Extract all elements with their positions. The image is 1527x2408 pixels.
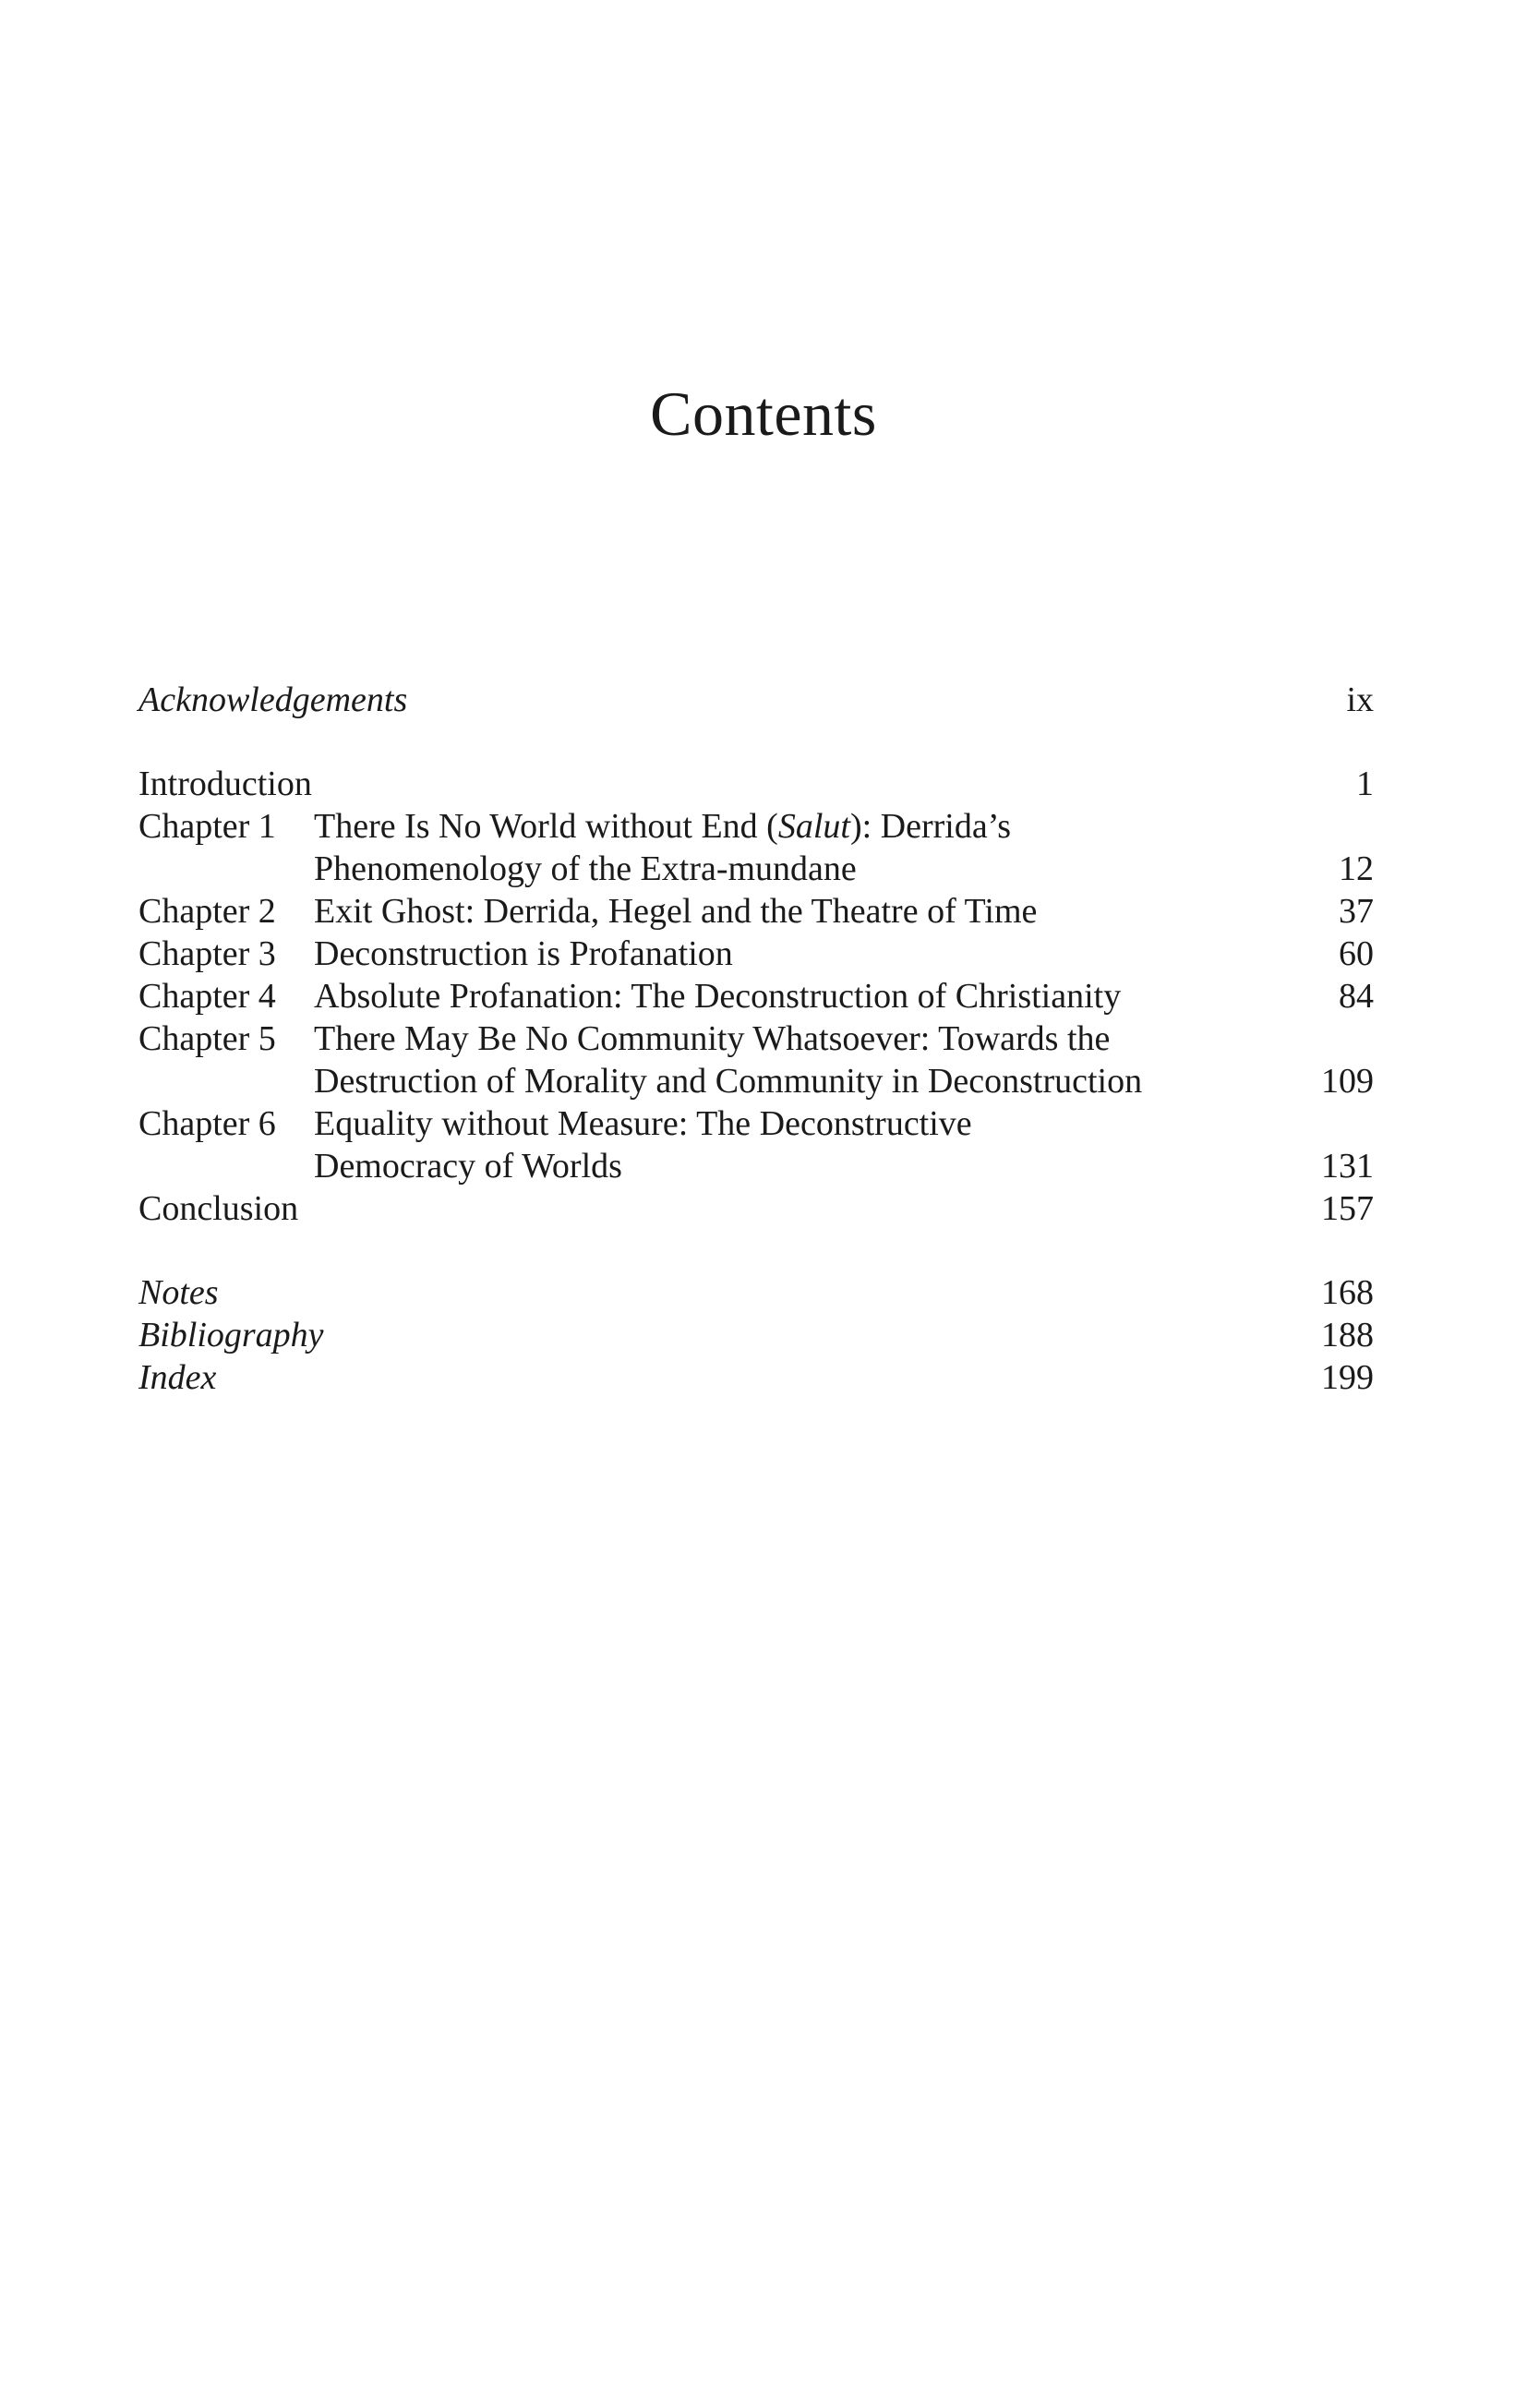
chapter-label: Chapter 6 <box>138 1104 276 1143</box>
chapter-title: Equality without Measure: The Deconstructive <box>314 1104 972 1143</box>
toc-entry-chapter-1[interactable] <box>138 805 1374 848</box>
chapter-title: There May Be No Community Whatsoever: Towards the <box>314 1019 1111 1058</box>
toc-entry-introduction[interactable] <box>138 763 1374 805</box>
chapter-label: Chapter 4 <box>138 977 276 1016</box>
toc-entry-chapter-6-continued[interactable] <box>138 1145 1374 1187</box>
chapter-title: Deconstruction is Profanation <box>314 934 733 973</box>
entry-label: Conclusion <box>138 1189 299 1228</box>
chapter-title: Absolute Profanation: The Deconstruction of Christianity <box>314 977 1122 1016</box>
entry-page-number: 60 <box>1339 934 1374 973</box>
entry-page-number: 131 <box>1321 1147 1374 1186</box>
chapter-title-part: There Is No World without End ( <box>314 807 778 846</box>
entry-page-number: 168 <box>1321 1273 1374 1312</box>
entry-page-number: 188 <box>1321 1316 1374 1354</box>
chapter-label: Chapter 2 <box>138 892 276 931</box>
entry-label: Bibliography <box>138 1316 324 1354</box>
chapter-label: Chapter 5 <box>138 1019 276 1058</box>
entry-label: Notes <box>138 1273 219 1312</box>
toc-entry-chapter-5[interactable] <box>138 1017 1374 1060</box>
chapter-title <box>314 805 1011 848</box>
entry-page-number: ix <box>1346 680 1374 719</box>
chapter-title: Exit Ghost: Derrida, Hegel and the Theatre of Time <box>314 892 1038 931</box>
toc-entry-chapter-4[interactable] <box>138 975 1374 1017</box>
entry-page-number: 37 <box>1339 892 1374 931</box>
toc-entry-index[interactable] <box>138 1356 1374 1399</box>
toc-entry-chapter-6[interactable] <box>138 1102 1374 1145</box>
chapter-title-italic: Salut <box>777 807 850 846</box>
entry-page-number: 109 <box>1321 1062 1374 1101</box>
chapter-label: Chapter 1 <box>138 807 276 846</box>
toc-entry-chapter-5-continued[interactable] <box>138 1060 1374 1102</box>
entry-page-number: 1 <box>1356 765 1374 803</box>
toc-entry-chapter-2[interactable] <box>138 890 1374 933</box>
toc-entry-chapter-3[interactable] <box>138 933 1374 975</box>
chapter-title-line2: Democracy of Worlds <box>314 1147 622 1186</box>
toc-entry-conclusion[interactable] <box>138 1187 1374 1230</box>
page-title: Contents <box>650 379 877 449</box>
toc-entry-notes[interactable] <box>138 1271 1374 1314</box>
chapter-label: Chapter 3 <box>138 934 276 973</box>
chapter-title-part: ): Derrida’s <box>849 807 1012 846</box>
entry-label: Index <box>138 1358 217 1397</box>
entry-page-number: 84 <box>1339 977 1374 1016</box>
entry-label: Introduction <box>138 765 312 803</box>
toc-entry-acknowledgements[interactable] <box>138 679 1374 721</box>
entry-page-number: 12 <box>1339 849 1374 888</box>
entry-label: Acknowledgements <box>138 680 408 719</box>
chapter-title-line2: Phenomenology of the Extra-mundane <box>314 849 857 888</box>
entry-page-number: 199 <box>1321 1358 1374 1397</box>
chapter-title-line2: Destruction of Morality and Community in Deconstruction <box>314 1062 1143 1101</box>
toc-entry-bibliography[interactable] <box>138 1314 1374 1356</box>
entry-page-number: 157 <box>1321 1189 1374 1228</box>
toc-entry-chapter-1-continued[interactable] <box>138 848 1374 890</box>
